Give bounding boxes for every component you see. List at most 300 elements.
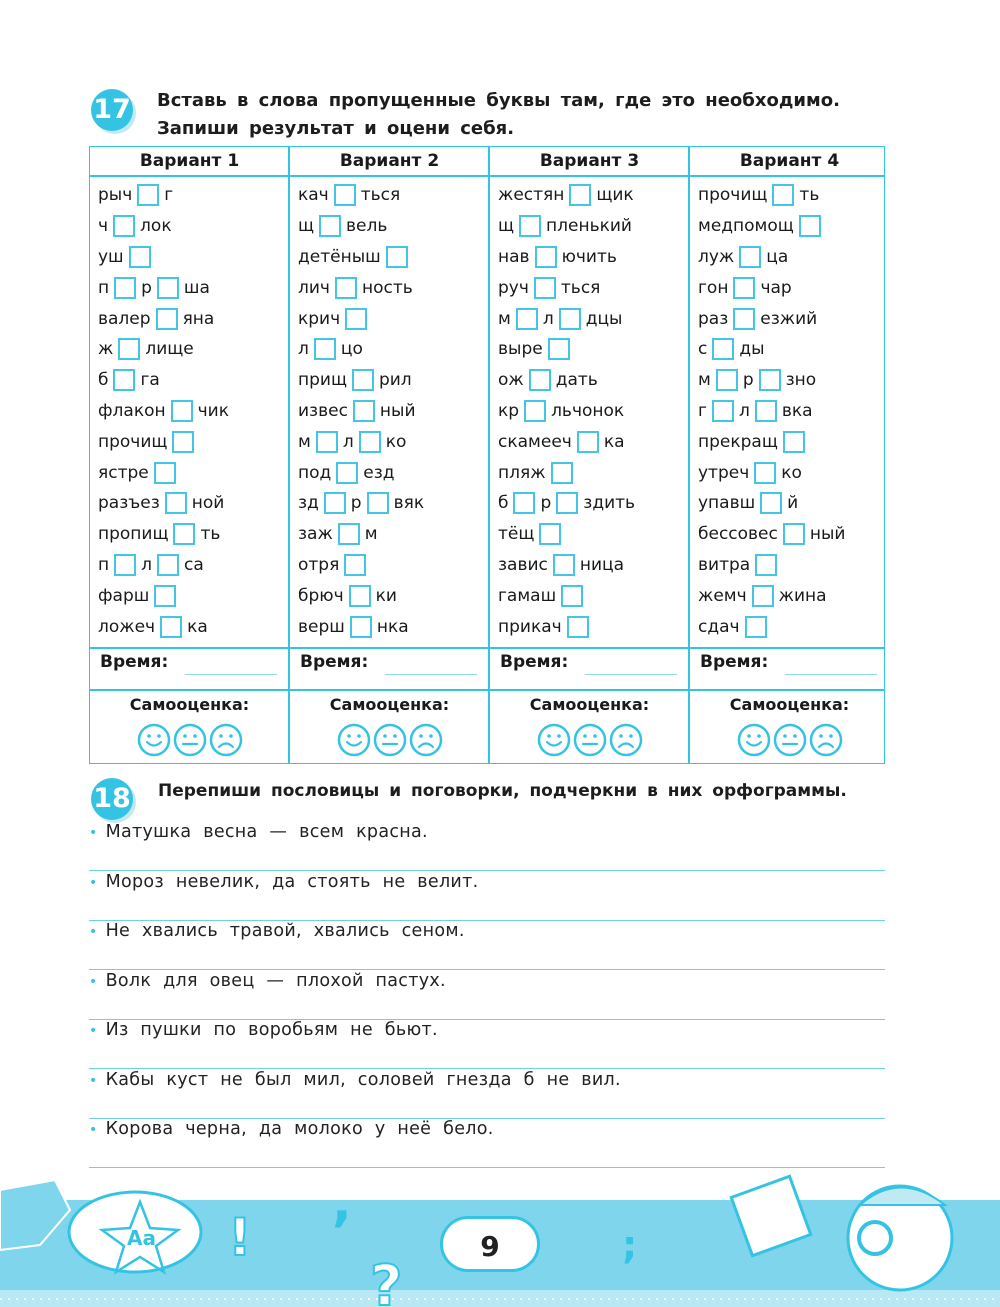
word-part: гамаш	[498, 585, 557, 606]
missing-letter-box[interactable]	[513, 492, 535, 514]
word-row	[698, 365, 850, 396]
variants-table	[89, 146, 885, 764]
missing-letter-box[interactable]	[114, 554, 136, 576]
word-part: й	[787, 493, 799, 514]
word-row	[698, 303, 850, 334]
word-part: р	[141, 277, 152, 298]
missing-letter-box[interactable]	[114, 277, 136, 299]
missing-letter-box[interactable]	[386, 246, 408, 268]
word-part: валер	[98, 308, 151, 329]
missing-letter-box[interactable]	[577, 431, 599, 453]
variant-column	[490, 147, 689, 763]
word-part: прикач	[498, 616, 562, 637]
self-assessment-label: Самооценка:	[729, 695, 850, 714]
missing-letter-box[interactable]	[113, 369, 135, 391]
word-row	[698, 457, 850, 488]
word-row	[298, 303, 429, 334]
task-18-badge: 18	[91, 778, 133, 820]
smile-face-icon[interactable]	[337, 723, 371, 757]
missing-letter-box[interactable]	[344, 554, 366, 576]
missing-letter-box[interactable]	[319, 215, 341, 237]
missing-letter-box[interactable]	[137, 184, 159, 206]
missing-letter-box[interactable]	[173, 523, 195, 545]
word-part: руч	[498, 277, 529, 298]
word-part: раз	[698, 308, 729, 329]
word-row	[98, 519, 234, 550]
proverb-item	[89, 872, 478, 892]
time-label: Время:	[700, 652, 769, 672]
word-part: медпомощ	[698, 216, 794, 237]
missing-letter-box[interactable]	[712, 338, 734, 360]
time-input-line[interactable]	[185, 674, 277, 675]
word-part: верш	[298, 616, 345, 637]
missing-letter-box[interactable]	[567, 616, 589, 638]
word-row	[298, 550, 429, 581]
word-row	[498, 303, 640, 334]
variant-title: Вариант 4	[739, 151, 840, 171]
word-row	[298, 211, 429, 242]
word-part: под	[298, 462, 332, 483]
missing-letter-box[interactable]	[156, 308, 178, 330]
word-row	[498, 488, 640, 519]
word-row	[98, 488, 234, 519]
word-row	[98, 611, 234, 642]
word-row	[98, 180, 234, 211]
word-part: ша	[183, 277, 210, 298]
word-part: лище	[145, 339, 194, 360]
word-part: детёныш	[298, 246, 381, 267]
variant-title: Вариант 3	[539, 151, 640, 171]
word-row	[98, 457, 234, 488]
word-part: вка	[781, 400, 813, 421]
self-assessment-label: Самооценка:	[329, 695, 450, 714]
word-part: ючить	[561, 246, 617, 267]
word-part: витра	[698, 554, 751, 575]
word-part: кр	[498, 400, 520, 421]
word-row	[498, 242, 640, 273]
sad-face-icon[interactable]	[609, 723, 643, 757]
missing-letter-box[interactable]	[349, 585, 371, 607]
word-part: крич	[298, 308, 341, 329]
word-part: выре	[498, 339, 543, 360]
word-part: р	[540, 493, 552, 514]
missing-letter-box[interactable]	[519, 215, 541, 237]
missing-letter-box[interactable]	[353, 400, 375, 422]
word-part: ястре	[98, 462, 149, 483]
neutral-face-icon[interactable]	[173, 723, 207, 757]
word-row	[498, 519, 640, 550]
missing-letter-box[interactable]	[524, 400, 546, 422]
word-row	[98, 550, 234, 581]
word-row	[298, 334, 429, 365]
word-part: ница	[579, 554, 625, 575]
word-part: зд	[298, 493, 319, 514]
word-part: прочищ	[98, 431, 168, 452]
missing-letter-box[interactable]	[733, 308, 755, 330]
word-row	[298, 396, 429, 427]
word-row	[98, 211, 234, 242]
missing-letter-box[interactable]	[172, 431, 194, 453]
proverb-text: Волк для овец — плохой пастух.	[105, 970, 446, 991]
sad-face-icon[interactable]	[809, 723, 843, 757]
missing-letter-box[interactable]	[553, 554, 575, 576]
letters-text: Aa	[127, 1226, 156, 1250]
word-part: вяк	[393, 493, 425, 514]
word-part: заж	[298, 524, 333, 545]
smile-face-icon[interactable]	[137, 723, 171, 757]
task-17-instruction-line1: Вставь в слова пропущенные буквы там, где это необходимо.	[157, 90, 840, 111]
word-part: п	[98, 554, 110, 575]
time-label: Время:	[100, 652, 169, 672]
word-row	[498, 365, 640, 396]
word-part: кач	[298, 185, 329, 206]
word-part: бессовес	[698, 524, 778, 545]
word-part: м	[364, 524, 378, 545]
word-part: зно	[785, 370, 817, 391]
word-part: уш	[98, 246, 124, 267]
task-17-badge: 17	[91, 89, 133, 131]
word-part: щик	[596, 185, 634, 206]
missing-letter-box[interactable]	[129, 246, 151, 268]
bullet-icon: •	[89, 1023, 98, 1039]
word-part: нав	[498, 246, 530, 267]
word-part: лок	[140, 216, 172, 237]
word-part: л	[141, 554, 152, 575]
missing-letter-box[interactable]	[367, 492, 389, 514]
missing-letter-box[interactable]	[171, 400, 193, 422]
word-row	[498, 334, 640, 365]
word-part: ка	[603, 431, 625, 452]
word-part: яна	[182, 308, 215, 329]
proverb-text: Корова черна, да молоко у неё бело.	[105, 1119, 494, 1139]
word-part: завис	[498, 554, 548, 575]
word-list	[698, 180, 850, 642]
self-assessment-faces	[690, 723, 889, 761]
missing-letter-box[interactable]	[516, 308, 538, 330]
word-part: здить	[583, 493, 636, 514]
word-part: ный	[809, 524, 846, 545]
word-row	[698, 396, 850, 427]
smile-face-icon[interactable]	[737, 723, 771, 757]
proverb-item	[89, 921, 465, 941]
smile-face-icon[interactable]	[537, 723, 571, 757]
word-row	[298, 611, 429, 642]
time-input-line[interactable]	[785, 674, 877, 675]
self-assessment-label: Самооценка:	[529, 695, 650, 714]
variant-title: Вариант 2	[339, 151, 440, 171]
missing-letter-box[interactable]	[160, 616, 182, 638]
word-part: тёщ	[498, 524, 535, 545]
word-part: б	[98, 370, 109, 391]
time-label: Время:	[300, 652, 369, 672]
proverb-item	[89, 1119, 494, 1139]
missing-letter-box[interactable]	[739, 246, 761, 268]
word-row	[498, 396, 640, 427]
word-row	[298, 488, 429, 519]
word-part: нка	[376, 616, 409, 637]
missing-letter-box[interactable]	[118, 338, 140, 360]
word-part: скамееч	[498, 431, 572, 452]
missing-letter-box[interactable]	[359, 431, 381, 453]
missing-letter-box[interactable]	[334, 184, 356, 206]
missing-letter-box[interactable]	[154, 462, 176, 484]
word-part: ды	[739, 339, 765, 360]
missing-letter-box[interactable]	[345, 308, 367, 330]
word-row	[98, 334, 234, 365]
proverb-text: Матушка весна — всем красна.	[105, 822, 428, 842]
missing-letter-box[interactable]	[755, 400, 777, 422]
word-part: жестян	[498, 185, 565, 206]
missing-letter-box[interactable]	[335, 277, 357, 299]
missing-letter-box[interactable]	[535, 246, 557, 268]
word-part: г	[164, 185, 174, 206]
missing-letter-box[interactable]	[336, 462, 358, 484]
word-part: брюч	[298, 585, 344, 606]
word-row	[298, 457, 429, 488]
self-assessment-faces	[90, 723, 289, 761]
word-part: гон	[698, 277, 729, 298]
word-part: м	[298, 431, 311, 452]
word-part: ной	[191, 493, 225, 514]
neutral-face-icon[interactable]	[773, 723, 807, 757]
word-row	[498, 211, 640, 242]
word-row	[298, 272, 429, 303]
missing-letter-box[interactable]	[316, 431, 338, 453]
word-part: льчонок	[551, 400, 625, 421]
proverb-item	[89, 1020, 438, 1040]
proverb-text: Не хвались травой, хвались сеном.	[105, 921, 465, 941]
word-part: пляж	[498, 462, 546, 483]
time-input-line[interactable]	[585, 674, 677, 675]
word-row	[298, 426, 429, 457]
word-row	[498, 180, 640, 211]
missing-letter-box[interactable]	[754, 462, 776, 484]
word-row	[498, 426, 640, 457]
missing-letter-box[interactable]	[745, 616, 767, 638]
word-part: вель	[346, 216, 388, 237]
word-list	[298, 180, 429, 642]
sad-face-icon[interactable]	[209, 723, 243, 757]
missing-letter-box[interactable]	[539, 523, 561, 545]
word-part: цо	[340, 339, 363, 360]
missing-letter-box[interactable]	[712, 400, 734, 422]
variant-column	[90, 147, 289, 763]
proverb-item	[89, 822, 428, 842]
word-part: с	[698, 339, 708, 360]
neutral-face-icon[interactable]	[573, 723, 607, 757]
missing-letter-box[interactable]	[157, 554, 179, 576]
word-part: са	[184, 554, 204, 575]
word-part: га	[140, 370, 160, 391]
word-part: п	[98, 277, 110, 298]
word-part: ко	[781, 462, 802, 483]
missing-letter-box[interactable]	[752, 585, 774, 607]
word-part: езд	[363, 462, 395, 483]
word-row	[298, 580, 429, 611]
time-input-line[interactable]	[385, 674, 477, 675]
missing-letter-box[interactable]	[154, 585, 176, 607]
missing-letter-box[interactable]	[783, 431, 805, 453]
word-part: утреч	[698, 462, 750, 483]
word-part: пропищ	[98, 524, 169, 545]
word-part: рыч	[98, 185, 133, 206]
missing-letter-box[interactable]	[113, 215, 135, 237]
word-row	[498, 457, 640, 488]
word-part: м	[498, 308, 511, 329]
missing-letter-box[interactable]	[569, 184, 591, 206]
word-row	[98, 580, 234, 611]
semicolon-mark: ;	[622, 1223, 638, 1267]
comma-mark: ,	[332, 1173, 352, 1233]
word-row	[498, 550, 640, 581]
word-row	[298, 365, 429, 396]
word-part: дать	[555, 370, 598, 391]
missing-letter-box[interactable]	[772, 184, 794, 206]
word-row	[298, 180, 429, 211]
word-part: ный	[379, 400, 416, 421]
question-mark: ?	[370, 1254, 403, 1307]
word-row	[498, 611, 640, 642]
self-assessment-label: Самооценка:	[129, 695, 250, 714]
sad-face-icon[interactable]	[409, 723, 443, 757]
missing-letter-box[interactable]	[760, 492, 782, 514]
word-part: езжий	[760, 308, 818, 329]
word-part: л	[298, 339, 309, 360]
word-part: луж	[698, 246, 735, 267]
word-part: р	[742, 370, 754, 391]
proverb-text: Кабы куст не был мил, соловей гнезда б не вил.	[105, 1069, 621, 1090]
word-part: ж	[98, 339, 114, 360]
word-part: фарш	[98, 585, 150, 606]
word-part: ложеч	[98, 616, 156, 637]
missing-letter-box[interactable]	[783, 523, 805, 545]
word-part: извес	[298, 400, 348, 421]
word-row	[698, 550, 850, 581]
missing-letter-box[interactable]	[799, 215, 821, 237]
missing-letter-box[interactable]	[534, 277, 556, 299]
missing-letter-box[interactable]	[157, 277, 179, 299]
missing-letter-box[interactable]	[551, 462, 573, 484]
word-list	[98, 180, 234, 642]
detective-hat	[860, 1188, 945, 1206]
word-row	[698, 211, 850, 242]
word-part: ч	[98, 216, 109, 237]
word-row	[98, 365, 234, 396]
word-part: ность	[361, 277, 413, 298]
word-part: щ	[498, 216, 515, 237]
word-row	[498, 272, 640, 303]
word-part: отря	[298, 554, 340, 575]
word-row	[698, 334, 850, 365]
missing-letter-box[interactable]	[350, 616, 372, 638]
word-part: лич	[298, 277, 330, 298]
variant-title: Вариант 1	[139, 151, 240, 171]
word-part: м	[698, 370, 711, 391]
missing-letter-box[interactable]	[556, 492, 578, 514]
word-part: ца	[766, 246, 789, 267]
missing-letter-box[interactable]	[314, 338, 336, 360]
word-part: прекращ	[698, 431, 778, 452]
bullet-icon: •	[89, 874, 98, 891]
word-part: ож	[498, 370, 524, 391]
time-label: Время:	[500, 652, 569, 672]
missing-letter-box[interactable]	[352, 369, 374, 391]
word-part: разъез	[98, 493, 160, 514]
word-list	[498, 180, 640, 642]
missing-letter-box[interactable]	[755, 554, 777, 576]
bullet-icon: •	[89, 825, 98, 841]
word-row	[298, 519, 429, 550]
proverb-text: Из пушки по воробьям не бьют.	[105, 1020, 438, 1040]
variant-column	[690, 147, 889, 763]
word-row	[698, 519, 850, 550]
self-assessment-faces	[490, 723, 689, 761]
task-18-instruction: Перепиши пословицы и поговорки, подчеркни в них орфограммы.	[158, 781, 847, 801]
proverb-item	[89, 971, 446, 991]
word-row	[698, 272, 850, 303]
word-part: флакон	[98, 400, 166, 421]
missing-letter-box[interactable]	[324, 492, 346, 514]
word-part: р	[350, 493, 362, 514]
word-part: чар	[760, 277, 792, 298]
missing-letter-box[interactable]	[759, 369, 781, 391]
page-number: 9	[440, 1216, 540, 1272]
neutral-face-icon[interactable]	[373, 723, 407, 757]
missing-letter-box[interactable]	[559, 308, 581, 330]
proverb-item	[89, 1070, 621, 1090]
word-part: жина	[778, 585, 827, 606]
word-row	[98, 396, 234, 427]
missing-letter-box[interactable]	[561, 585, 583, 607]
word-part: л	[542, 308, 554, 329]
word-part: ки	[375, 585, 397, 606]
word-part: л	[342, 431, 354, 452]
word-row	[98, 426, 234, 457]
missing-letter-box[interactable]	[165, 492, 187, 514]
word-row	[298, 242, 429, 273]
word-part: прищ	[298, 370, 347, 391]
missing-letter-box[interactable]	[716, 369, 738, 391]
missing-letter-box[interactable]	[338, 523, 360, 545]
word-row	[698, 426, 850, 457]
word-part: дцы	[585, 308, 623, 329]
word-part: рил	[378, 370, 412, 391]
word-row	[698, 580, 850, 611]
missing-letter-box[interactable]	[733, 277, 755, 299]
missing-letter-box[interactable]	[529, 369, 551, 391]
bullet-icon: •	[89, 1122, 98, 1138]
word-part: жемч	[698, 585, 747, 606]
word-part: б	[498, 493, 509, 514]
word-part: ко	[385, 431, 407, 452]
word-part: щ	[298, 216, 315, 237]
task-17-instruction	[157, 87, 857, 143]
word-part: ка	[187, 616, 208, 637]
missing-letter-box[interactable]	[548, 338, 570, 360]
word-row	[498, 580, 640, 611]
bullet-icon: •	[89, 973, 98, 990]
word-part: прочищ	[698, 185, 768, 206]
word-row	[98, 303, 234, 334]
task-17-instruction-line2: Запиши результат и оцени себя.	[157, 118, 515, 139]
word-part: г	[698, 400, 707, 421]
exclaim-mark: !	[228, 1208, 252, 1268]
word-part: чик	[197, 400, 229, 421]
word-part: сдач	[698, 616, 740, 637]
word-row	[698, 242, 850, 273]
word-row	[98, 242, 234, 273]
bullet-icon: •	[89, 1072, 98, 1089]
